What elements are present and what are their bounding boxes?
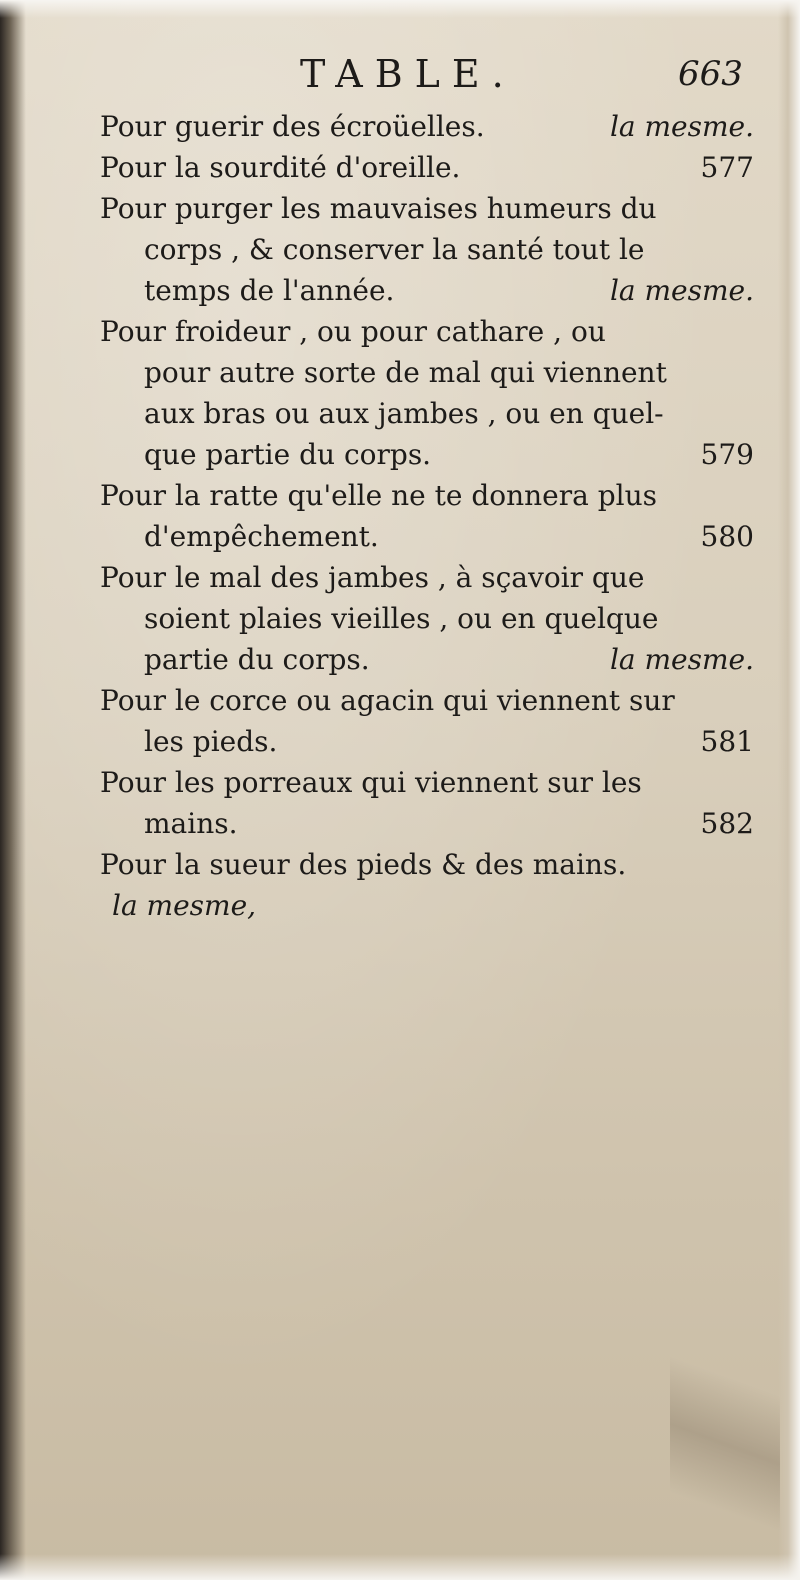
- page-reference: 577: [700, 151, 754, 184]
- entry-text: Pour le mal des jambes , à sçavoir que: [100, 561, 645, 594]
- entry-text: que partie du corps.: [144, 438, 432, 471]
- entry-text: d'empêchement.: [144, 520, 379, 553]
- entry-line: [100, 393, 760, 434]
- entry-line: [100, 229, 760, 270]
- entry-line: [100, 147, 760, 188]
- entry-text: Pour la ratte qu'elle ne te donnera plus: [100, 479, 657, 512]
- entry-text: soient plaies vieilles , ou en quelque: [144, 602, 659, 635]
- entry-line: [100, 639, 760, 680]
- entry-line: [100, 598, 760, 639]
- entry-text: Pour la sueur des pieds & des mains.: [100, 848, 627, 881]
- entry-line: [100, 352, 760, 393]
- table-entry: [100, 147, 760, 188]
- page-reference: la mesme.: [609, 110, 754, 143]
- entry-line: [100, 762, 760, 803]
- page-right-edge: [778, 0, 800, 1580]
- page-number: 663: [678, 54, 743, 94]
- entry-text: Pour les porreaux qui viennent sur les: [100, 766, 642, 799]
- entry-line: [100, 475, 760, 516]
- entry-text: aux bras ou aux jambes , ou en quel-: [144, 397, 664, 430]
- table-entry: [100, 680, 760, 762]
- table-entry: [100, 188, 760, 311]
- entry-text: les pieds.: [144, 725, 278, 758]
- entry-line: [100, 516, 760, 557]
- entry-line: [100, 680, 760, 721]
- entry-line: [100, 557, 760, 598]
- entry-line: [100, 434, 760, 475]
- page-reference: la mesme.: [609, 643, 754, 676]
- entry-line: [100, 188, 760, 229]
- entry-text: temps de l'année.: [144, 274, 395, 307]
- entry-text: Pour le corce ou agacin qui viennent sur: [100, 684, 675, 717]
- entry-text: Pour purger les mauvaises humeurs du: [100, 192, 657, 225]
- entry-line: [100, 106, 760, 147]
- page-left-shadow: [0, 0, 26, 1580]
- entry-text: Pour guerir des écroüelles.: [100, 110, 485, 143]
- corner-fold: [670, 1260, 780, 1560]
- entry-text: pour autre sorte de mal qui viennent: [144, 356, 667, 389]
- table-entry: [100, 762, 760, 844]
- table-entry: [100, 106, 760, 147]
- page-top-edge: [0, 0, 800, 18]
- table-entries: [100, 106, 760, 926]
- page-reference: la mesme,: [112, 889, 257, 922]
- table-entry: [100, 557, 760, 680]
- page-reference: 579: [700, 438, 754, 471]
- table-entry: [100, 311, 760, 475]
- entry-line: [100, 311, 760, 352]
- entry-text: partie du corps.: [144, 643, 370, 676]
- entry-line: [100, 803, 760, 844]
- page-reference: 581: [700, 725, 754, 758]
- table-entry: [100, 844, 760, 926]
- running-header: [0, 52, 800, 104]
- page-reference: la mesme.: [609, 274, 754, 307]
- table-entry: [100, 475, 760, 557]
- entry-line: [100, 844, 760, 885]
- page-reference: 580: [700, 520, 754, 553]
- entry-line: [100, 721, 760, 762]
- header-title: TABLE.: [300, 52, 516, 96]
- entry-text: Pour froideur , ou pour cathare , ou: [100, 315, 606, 348]
- page-reference: 582: [700, 807, 754, 840]
- entry-line: [100, 270, 760, 311]
- entry-text: mains.: [144, 807, 238, 840]
- entry-text: Pour la sourdité d'oreille.: [100, 151, 461, 184]
- entry-text: corps , & conserver la santé tout le: [144, 233, 645, 266]
